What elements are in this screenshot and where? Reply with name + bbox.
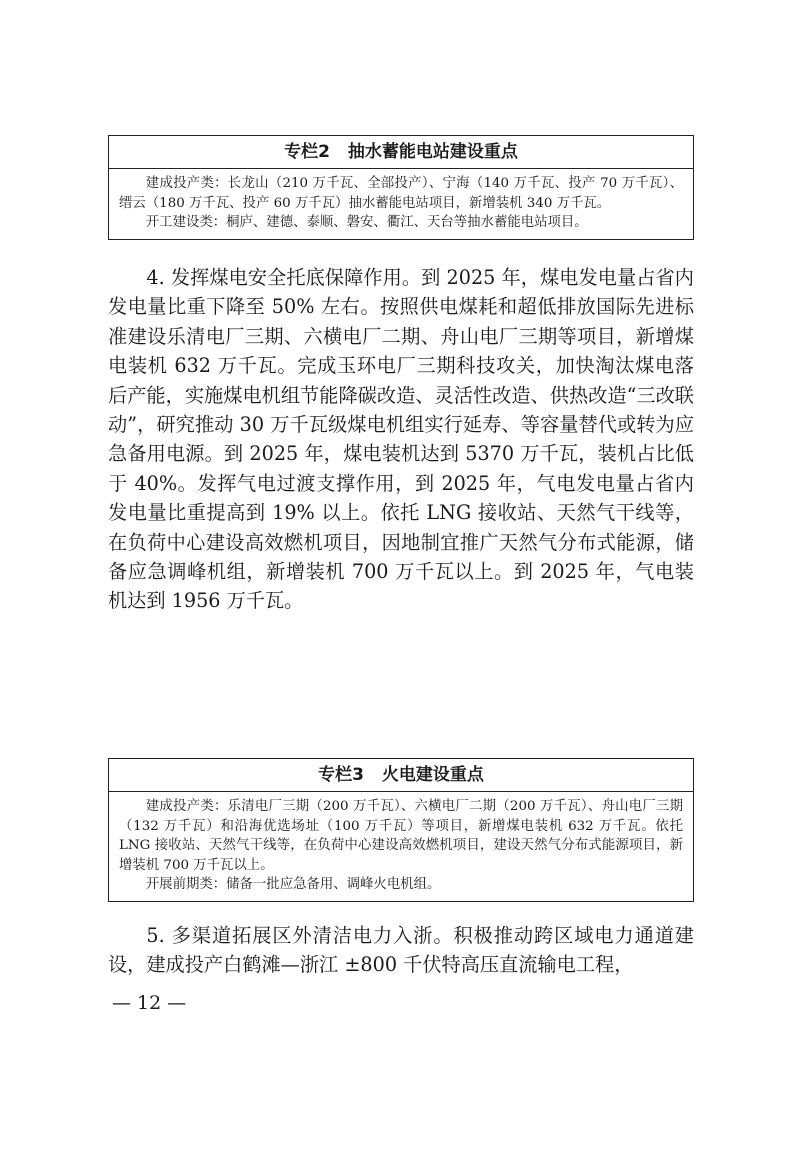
column-line: 开工建设类：桐庐、建德、泰顺、磐安、衢江、天台等抽水蓄能电站项目。 — [145, 215, 588, 230]
body-paragraph-4 — [108, 263, 694, 616]
paragraph-text: 5. 多渠道拓展区外清洁电力入浙。积极推动跨区域电力通道建设，建成投产白鹤滩—浙江 ±800 千伏特高压直流输电工程， — [108, 924, 694, 977]
column-box-thermal-power — [108, 758, 694, 902]
column-label: 专栏2 — [284, 142, 330, 162]
column-box-pumped-storage — [108, 135, 694, 240]
page-number: — 12 — — [112, 992, 187, 1014]
column-label: 专栏3 — [318, 765, 364, 785]
body-paragraph-5 — [108, 921, 694, 980]
column-box-title — [109, 759, 693, 792]
column-box-body — [109, 792, 693, 901]
column-box-body — [109, 169, 693, 239]
paragraph-text: 4. 发挥煤电安全托底保障作用。到 2025 年，煤电发电量占省内发电量比重下降至 50% 左右。按照供电煤耗和超低排放国际先进标准建设乐清电厂三期、六横电厂二期、舟山电厂三期等项目，新增煤电装机 632 万千瓦。完成玉环电厂三期科技攻关，加快淘汰煤电落后产能，实施煤电机组节能降碳改造、灵活性改造、供热改造“三改联动”，研究推动 30 万千瓦级煤电机组实行延寿、等容量替代或转为应急备用电源。到 2025 年，煤电装机达到 5370 万千瓦，装机占比低于 40%。发挥气电过渡支撑作用，到 2025 年，气电发电量占省内发电量比重提高到 19% 以上。依托 LNG 接收站、天然气干线等，在负荷中心建设高效燃机项目，因地制宜推广天然气分布式能源，储备应急调峰机组，新增装机 700 万千瓦以上。到 2025 年，气电装机达到 1956 万千瓦。 — [108, 266, 694, 613]
column-title: 火电建设重点 — [381, 765, 484, 785]
column-line: 建成投产类：乐清电厂三期（200 万千瓦）、六横电厂二期（200 万千瓦）、舟山电厂三期（132 万千瓦）和沿海优选场址（100 万千瓦）等项目，新增煤电装机 632 万千瓦。依托 LNG 接收站、天然气干线等，在负荷中心建设高效燃机项目，建设天然气分布式能源项目，新增装机 700 万千瓦以上。 — [119, 799, 683, 873]
column-line: 开展前期类：储备一批应急备用、调峰火电机组。 — [145, 877, 441, 892]
column-title: 抽水蓄能电站建设重点 — [347, 142, 518, 162]
column-box-title — [109, 136, 693, 169]
column-line: 建成投产类：长龙山（210 万千瓦、全部投产）、宁海（140 万千瓦、投产 70 万千瓦）、缙云（180 万千瓦、投产 60 万千瓦）抽水蓄能电站项目，新增装机 340 万千瓦。 — [119, 176, 683, 211]
